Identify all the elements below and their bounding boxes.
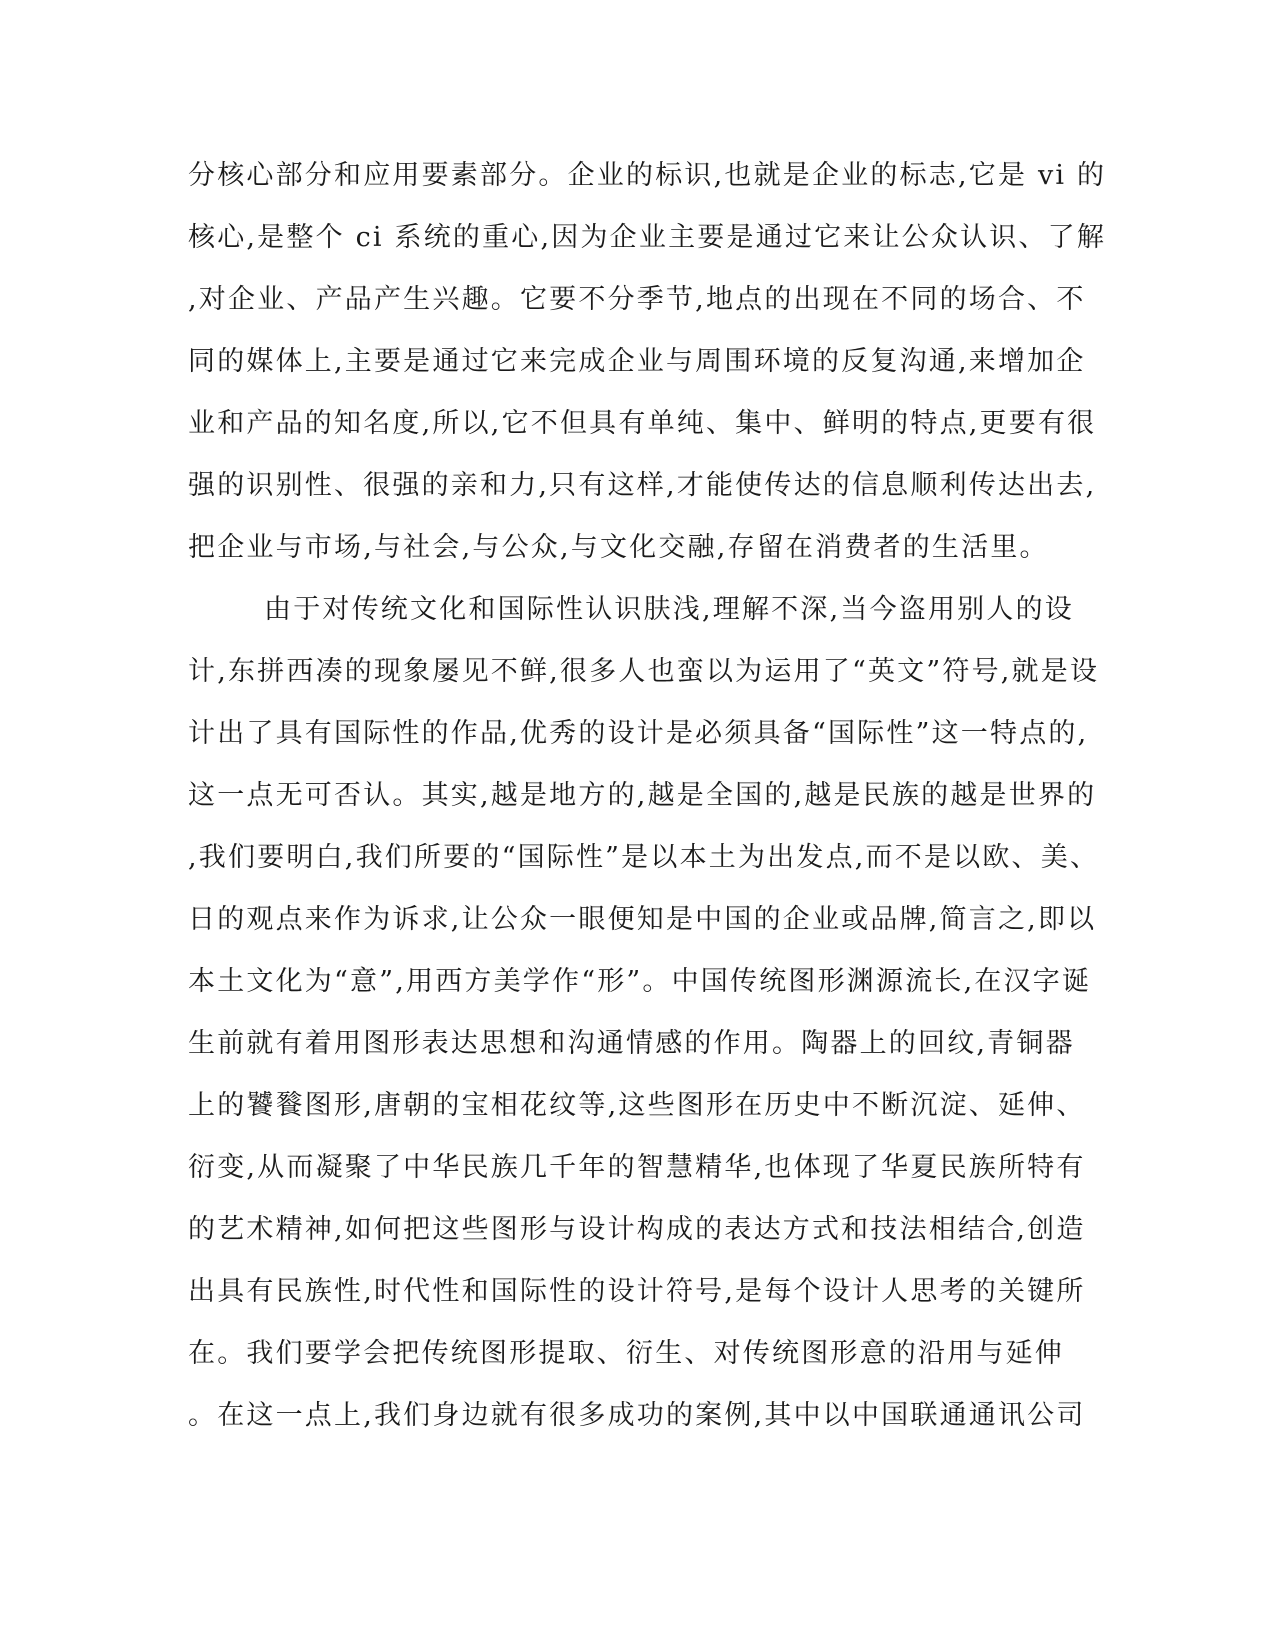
- body-text: [188, 154, 1107, 1456]
- text-line: 日的观点来作为诉求,让公众一眼便知是中国的企业或品牌,简言之,即以: [188, 904, 1097, 935]
- text-line: 同的媒体上,主要是通过它来完成企业与周围环境的反复沟通,来增加企: [188, 346, 1086, 377]
- text-line: 。在这一点上,我们身边就有很多成功的案例,其中以中国联通通讯公司: [188, 1400, 1086, 1431]
- text-line: 衍变,从而凝聚了中华民族几千年的智慧精华,也体现了华夏民族所特有: [188, 1152, 1086, 1183]
- text-line: 在。我们要学会把传统图形提取、衍生、对传统图形意的沿用与延伸: [188, 1338, 1064, 1369]
- paragraph-first-line: 由于对传统文化和国际性认识肤浅,理解不深,当今盗用别人的设: [264, 594, 1074, 625]
- text-line: 强的识别性、很强的亲和力,只有这样,才能使传达的信息顺利传达出去,: [188, 470, 1097, 501]
- text-line: 上的饕餮图形,唐朝的宝相花纹等,这些图形在历史中不断沉淀、延伸、: [188, 1090, 1086, 1121]
- text-line: 生前就有着用图形表达思想和沟通情感的作用。陶器上的回纹,青铜器: [188, 1028, 1075, 1059]
- text-line: 计出了具有国际性的作品,优秀的设计是必须具备“国际性”这一特点的,: [188, 718, 1089, 749]
- text-line: 分核心部分和应用要素部分。企业的标识,也就是企业的标志,它是 vi 的: [188, 160, 1107, 191]
- text-line: 本土文化为“意”,用西方美学作“形”。中国传统图形渊源流长,在汉字诞: [188, 966, 1092, 997]
- text-line: 出具有民族性,时代性和国际性的设计符号,是每个设计人思考的关键所: [188, 1276, 1086, 1307]
- text-line: 的艺术精神,如何把这些图形与设计构成的表达方式和技法相结合,创造: [188, 1214, 1086, 1245]
- text-line: ,对企业、产品产生兴趣。它要不分季节,地点的出现在不同的场合、不: [188, 284, 1086, 315]
- text-line: ,我们要明白,我们所要的“国际性”是以本土为出发点,而不是以欧、美、: [188, 842, 1100, 873]
- text-line: 业和产品的知名度,所以,它不但具有单纯、集中、鲜明的特点,更要有很: [188, 408, 1097, 439]
- text-line: 核心,是整个 ci 系统的重心,因为企业主要是通过它来让公众认识、了解: [188, 222, 1107, 253]
- text-line: 把企业与市场,与社会,与公众,与文化交融,存留在消费者的生活里。: [188, 532, 1049, 563]
- text-line: 计,东拼西凑的现象屡见不鲜,很多人也蛮以为运用了“英文”符号,就是设: [188, 656, 1100, 687]
- text-line: 这一点无可否认。其实,越是地方的,越是全国的,越是民族的越是世界的: [188, 780, 1097, 811]
